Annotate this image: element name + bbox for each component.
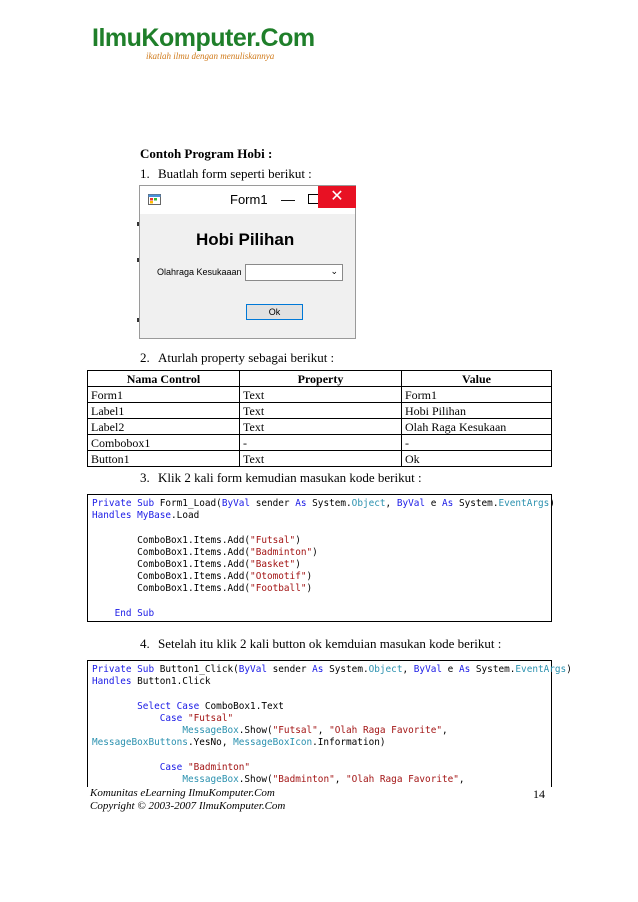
column-header: Property: [240, 371, 402, 387]
table-cell: Label1: [88, 403, 240, 419]
table-cell: Olah Raga Kesukaan: [402, 419, 552, 435]
code-line: [92, 522, 547, 534]
code-line: [92, 737, 547, 749]
code-token: .YesNo,: [187, 737, 234, 749]
code-line: [92, 559, 547, 571]
close-button[interactable]: ✕: [318, 186, 356, 208]
code-token: End Sub: [114, 607, 155, 619]
property-table: [87, 370, 552, 467]
code-token: ,: [317, 725, 330, 737]
code-token: ComboBox1.Items.Add(: [92, 583, 251, 595]
code-line: [92, 725, 547, 737]
table-row: [88, 387, 552, 403]
table-cell: -: [402, 435, 552, 451]
code-line: [92, 510, 547, 522]
code-token: "Otomotif": [250, 571, 307, 583]
table-cell: Hobi Pilihan: [402, 403, 552, 419]
code-line: [92, 571, 547, 583]
table-cell: Text: [240, 419, 402, 435]
code-token: MessageBoxButtons: [92, 737, 188, 749]
code-token: EventArgs: [498, 498, 550, 509]
step-4: [140, 636, 501, 652]
code-token: ComboBox1.Items.Add(: [92, 546, 251, 558]
table-cell: Text: [240, 387, 402, 403]
code-line: [92, 535, 547, 547]
code-token: sender: [267, 664, 313, 675]
sport-label: Olahraga Kesukaaan: [157, 267, 242, 277]
code-token: ): [549, 498, 555, 509]
code-token: Case: [159, 712, 188, 724]
code-line: [92, 713, 547, 725]
table-cell: -: [240, 435, 402, 451]
logo-title-main: IlmuKomputer: [92, 24, 255, 52]
edge-mark: [137, 222, 139, 226]
table-cell: Text: [240, 403, 402, 419]
step-text: Aturlah property sebagai berikut :: [158, 350, 335, 365]
code-token: "Badminton": [187, 761, 251, 773]
step-number: 1.: [140, 166, 150, 181]
window-title: Form1: [230, 192, 268, 207]
window-titlebar: [140, 186, 355, 214]
code-line: [92, 774, 547, 786]
step-text: Klik 2 kali form kemudian masukan kode berikut :: [158, 470, 422, 485]
step-2: [140, 350, 334, 366]
step-number: 3.: [140, 470, 150, 485]
code-token: [92, 725, 182, 736]
chevron-down-icon: ⌄: [330, 267, 338, 277]
code-token: As: [295, 498, 307, 509]
code-line: [92, 701, 547, 713]
code-line: [92, 608, 547, 620]
step-3: [140, 470, 422, 486]
code-line: [92, 749, 547, 761]
code-token: Object: [368, 664, 403, 675]
form-header-label: Hobi Pilihan: [196, 230, 295, 249]
code-token: Private Sub: [92, 498, 160, 509]
code-token: [92, 762, 160, 773]
table-cell: Form1: [402, 387, 552, 403]
code-token: ,: [334, 773, 347, 785]
code-token: ): [312, 546, 318, 558]
code-token: ByVal: [413, 664, 443, 675]
code-token: "Futsal": [250, 534, 296, 546]
code-token: MessageBox: [182, 773, 239, 785]
sport-combobox[interactable]: [245, 264, 343, 281]
code-token: .Load: [171, 510, 200, 522]
section-heading: Contoh Program Hobi :: [140, 146, 273, 161]
column-header: Value: [402, 371, 552, 387]
page-footer: [90, 787, 285, 813]
column-header: Nama Control: [88, 371, 240, 387]
code-token: [92, 713, 160, 724]
code-token: Object: [351, 498, 386, 509]
code-token: Handles: [92, 676, 138, 688]
code-token: EventArgs: [515, 664, 567, 675]
code-token: ComboBox1.Items.Add(: [92, 534, 251, 546]
footer-community: Komunitas eLearning IlmuKomputer.Com: [90, 787, 275, 799]
code-token: Private Sub: [92, 664, 160, 675]
code-token: "Badminton": [250, 546, 313, 558]
minimize-button[interactable]: —: [281, 191, 295, 207]
code-line: [92, 688, 547, 700]
table-cell: Label2: [88, 419, 240, 435]
code-token: "Olah Raga Favorite": [329, 725, 442, 737]
code-token: Form1_Load(: [159, 498, 222, 509]
code-token: Select Case: [137, 700, 200, 712]
code-token: System.: [306, 498, 352, 509]
step-text: Setelah itu klik 2 kali button ok kemduian masukan kode berikut :: [158, 636, 502, 651]
code-token: "Olah Raga Favorite": [346, 773, 459, 785]
code-token: Button1_Click(: [159, 664, 239, 675]
page-number: 14: [533, 787, 545, 801]
footer-copyright: Copyright © 2003-2007 IlmuKomputer.Com: [90, 800, 286, 812]
form1-window: [139, 185, 356, 339]
code-token: As: [458, 664, 471, 675]
code-token: ByVal: [238, 664, 267, 675]
code-token: MessageBoxIcon: [233, 737, 313, 749]
code-block-button-click: [87, 660, 572, 787]
code-token: ByVal: [221, 498, 251, 509]
code-token: [92, 774, 182, 785]
step-number: 4.: [140, 636, 150, 651]
table-cell: Ok: [402, 451, 552, 467]
code-token: As: [442, 498, 454, 509]
site-logo: [92, 24, 315, 53]
edge-mark: [137, 258, 139, 262]
code-token: MyBase: [137, 510, 172, 522]
code-token: "Basket": [250, 559, 296, 571]
code-line: [92, 498, 555, 510]
table-cell: Text: [240, 451, 402, 467]
code-token: ,: [458, 773, 465, 785]
code-token: Handles: [92, 510, 138, 522]
code-block-form-load: [87, 494, 555, 622]
table-cell: Form1: [88, 387, 240, 403]
code-line: [92, 664, 572, 676]
edge-mark: [137, 318, 139, 322]
code-token: "Futsal": [187, 712, 234, 724]
code-token: e: [425, 498, 443, 509]
code-line: [92, 596, 547, 608]
code-token: e: [442, 664, 459, 675]
code-token: Button1.Click: [137, 676, 211, 688]
code-token: ): [306, 571, 313, 583]
code-line: [92, 547, 547, 559]
code-token: ): [295, 534, 301, 546]
step-1: [140, 166, 312, 182]
table-header-row: [88, 371, 552, 387]
code-token: .Information): [312, 737, 386, 749]
code-token: ComboBox1.Text: [199, 700, 284, 712]
code-token: System.: [470, 664, 516, 675]
code-token: "Futsal": [272, 725, 318, 737]
code-line: [92, 762, 547, 774]
code-token: ,: [402, 664, 414, 675]
ok-button[interactable]: Ok: [246, 304, 303, 320]
code-token: .Show(: [238, 725, 273, 737]
code-token: [92, 608, 115, 619]
code-token: [92, 701, 137, 712]
logo-tagline: ikatlah ilmu dengan menuliskannya: [146, 51, 275, 61]
step-number: 2.: [140, 350, 150, 365]
table-row: [88, 451, 552, 467]
table-cell: Button1: [88, 451, 240, 467]
code-token: ,: [441, 725, 448, 737]
table-cell: Combobox1: [88, 435, 240, 451]
table-row: [88, 435, 552, 451]
step-text: Buatlah form seperti berikut :: [158, 166, 312, 181]
code-token: .Show(: [238, 773, 273, 785]
code-token: ,: [385, 498, 397, 509]
table-row: [88, 403, 552, 419]
code-token: "Football": [250, 583, 307, 595]
code-token: MessageBox: [182, 725, 239, 737]
code-token: System.: [453, 498, 499, 509]
table-row: [88, 419, 552, 435]
code-token: "Badminton": [272, 773, 335, 785]
code-token: System.: [323, 664, 369, 675]
code-token: ComboBox1.Items.Add(: [92, 559, 251, 571]
code-token: Case: [159, 761, 188, 773]
code-line: [92, 583, 547, 595]
code-line: [92, 676, 547, 688]
app-form-icon: [148, 194, 161, 205]
code-token: sender: [250, 498, 296, 509]
code-token: ): [566, 664, 572, 675]
code-token: As: [312, 664, 324, 675]
code-token: ComboBox1.Items.Add(: [92, 571, 251, 583]
logo-title-dot: .Com: [254, 24, 315, 52]
code-token: ): [295, 559, 301, 571]
code-token: ByVal: [396, 498, 426, 509]
code-token: ): [306, 583, 313, 595]
